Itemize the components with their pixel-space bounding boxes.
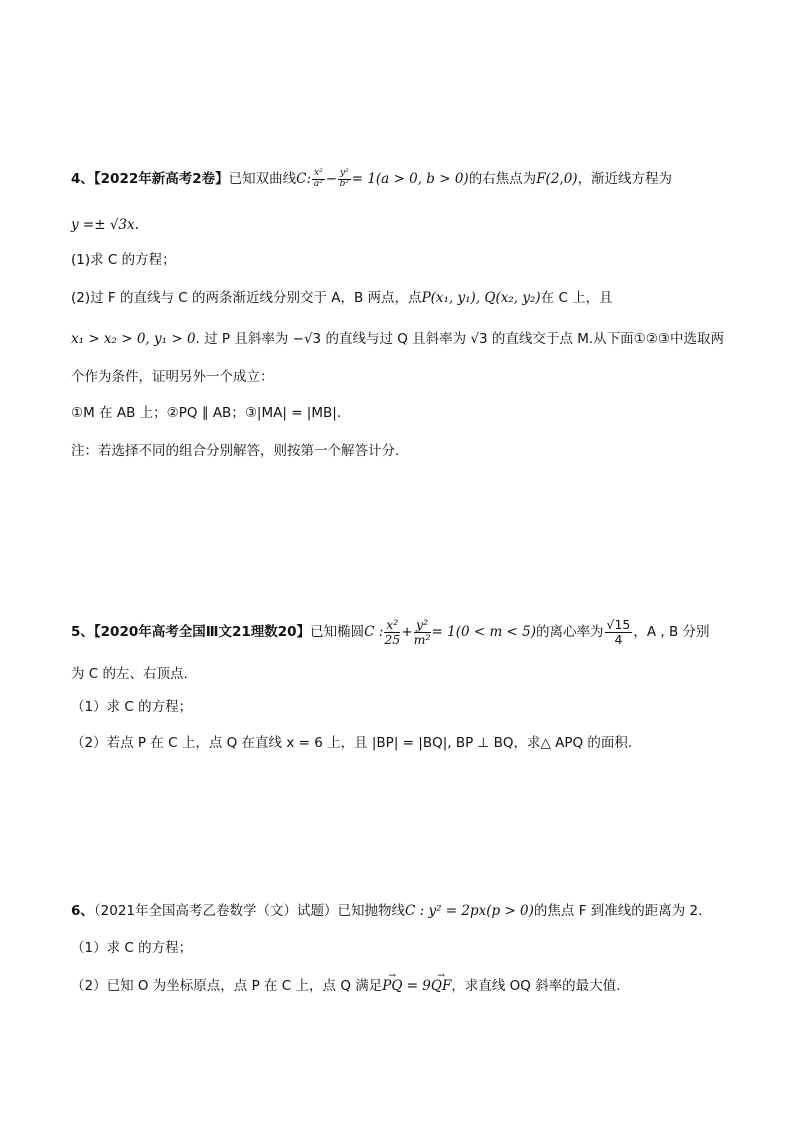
question-2-line-2: x₁ > x₂ > 0, y₁ > 0. 过 P 且斜率为 −√3 的直线与过 Q 且斜率为 √3 的直线交于点 M.从下面①②③中选取两 [71, 331, 724, 347]
focus-point: F(2,0) [536, 171, 578, 187]
question-2-line-3: 个作为条件，证明另外一个成立： [71, 369, 274, 385]
curve-name: C: [296, 171, 312, 187]
vector-qf: → QF [431, 975, 451, 997]
problem-number: 4、 [71, 171, 94, 187]
vector-pq: → PQ [382, 975, 402, 997]
fraction: $\frac{\text{y²}}{\text{m²}}$ [413, 616, 431, 647]
problem-5-header: 5、【2020年高考全国Ⅲ文21理数20】已知椭圆C : $\frac{\text{x²}}{25}$ + $\frac{\text{y²}}{\text{m²}}$ = 1(0 < m < 5)的离心率为 $\frac{√15}{4}$ ，A , B 分别 [71, 616, 710, 647]
problem-6-header: 6、（2021年全国高考乙卷数学（文）试题）已知抛物线C : y² = 2px(p > 0)的焦点 F 到准线的距离为 2. [71, 903, 703, 919]
problem-number: 6、 [71, 903, 94, 919]
question-1: （1）求 C 的方程； [71, 699, 193, 715]
question-2-options: ①M 在 AB 上；②PQ ∥ AB；③|MA| = |MB|. [71, 405, 342, 421]
problem-source: （2021年全国高考乙卷数学（文）试题） [93, 903, 338, 919]
fraction: $\frac{\text{y²}}{\text{b²}}$ [339, 167, 350, 189]
question-1: （1）求 C 的方程； [71, 940, 193, 956]
problem-source: 【2022年新高考2卷】 [93, 171, 229, 187]
equation-tail: = 1(a > 0, b > 0) [351, 171, 469, 187]
problem-intro: 已知双曲线 [228, 171, 297, 187]
question-1: (1)求 C 的方程； [71, 252, 176, 268]
fraction: $\frac{\text{x²}}{\text{a²}}$ [313, 167, 323, 189]
fraction: $\frac{\text{x²}}{25}$ [384, 616, 401, 647]
eccentricity-fraction: $\frac{√15}{4}$ [606, 616, 631, 647]
grading-note: 注：若选择不同的组合分别解答，则按第一个解答计分. [71, 443, 400, 459]
problem-source: 【2020年高考全国Ⅲ文21理数20】 [93, 624, 311, 640]
problem-number: 5、 [71, 624, 94, 640]
question-2: （2）已知 O 为坐标原点，点 P 在 C 上，点 Q 满足→ PQ = 9→ QF，求直线 OQ 斜率的最大值. [71, 975, 731, 997]
asymptote-equation: y =± √3x. [71, 217, 139, 233]
problem-4-header: 4、【2022年新高考2卷】已知双曲线C: $\frac{\text{x²}}{\text{a²}}$ − $\frac{\text{y²}}{\text{b²}}$ = 1(a > 0, b > 0)的右焦点为F(2,0)，渐近线方程为 [71, 167, 673, 189]
question-2-line-1: (2)过 F 的直线与 C 的两条渐近线分别交于 A，B 两点，点P(x₁, y₁), Q(x₂, y₂)在 C 上，且 [71, 290, 613, 306]
question-2: （2）若点 P 在 C 上，点 Q 在直线 x = 6 上，且 |BP| = |BQ|, BP ⊥ BQ，求△ APQ 的面积. [71, 735, 633, 751]
problem-5-line-2: 为 C 的左、右顶点. [71, 666, 188, 682]
